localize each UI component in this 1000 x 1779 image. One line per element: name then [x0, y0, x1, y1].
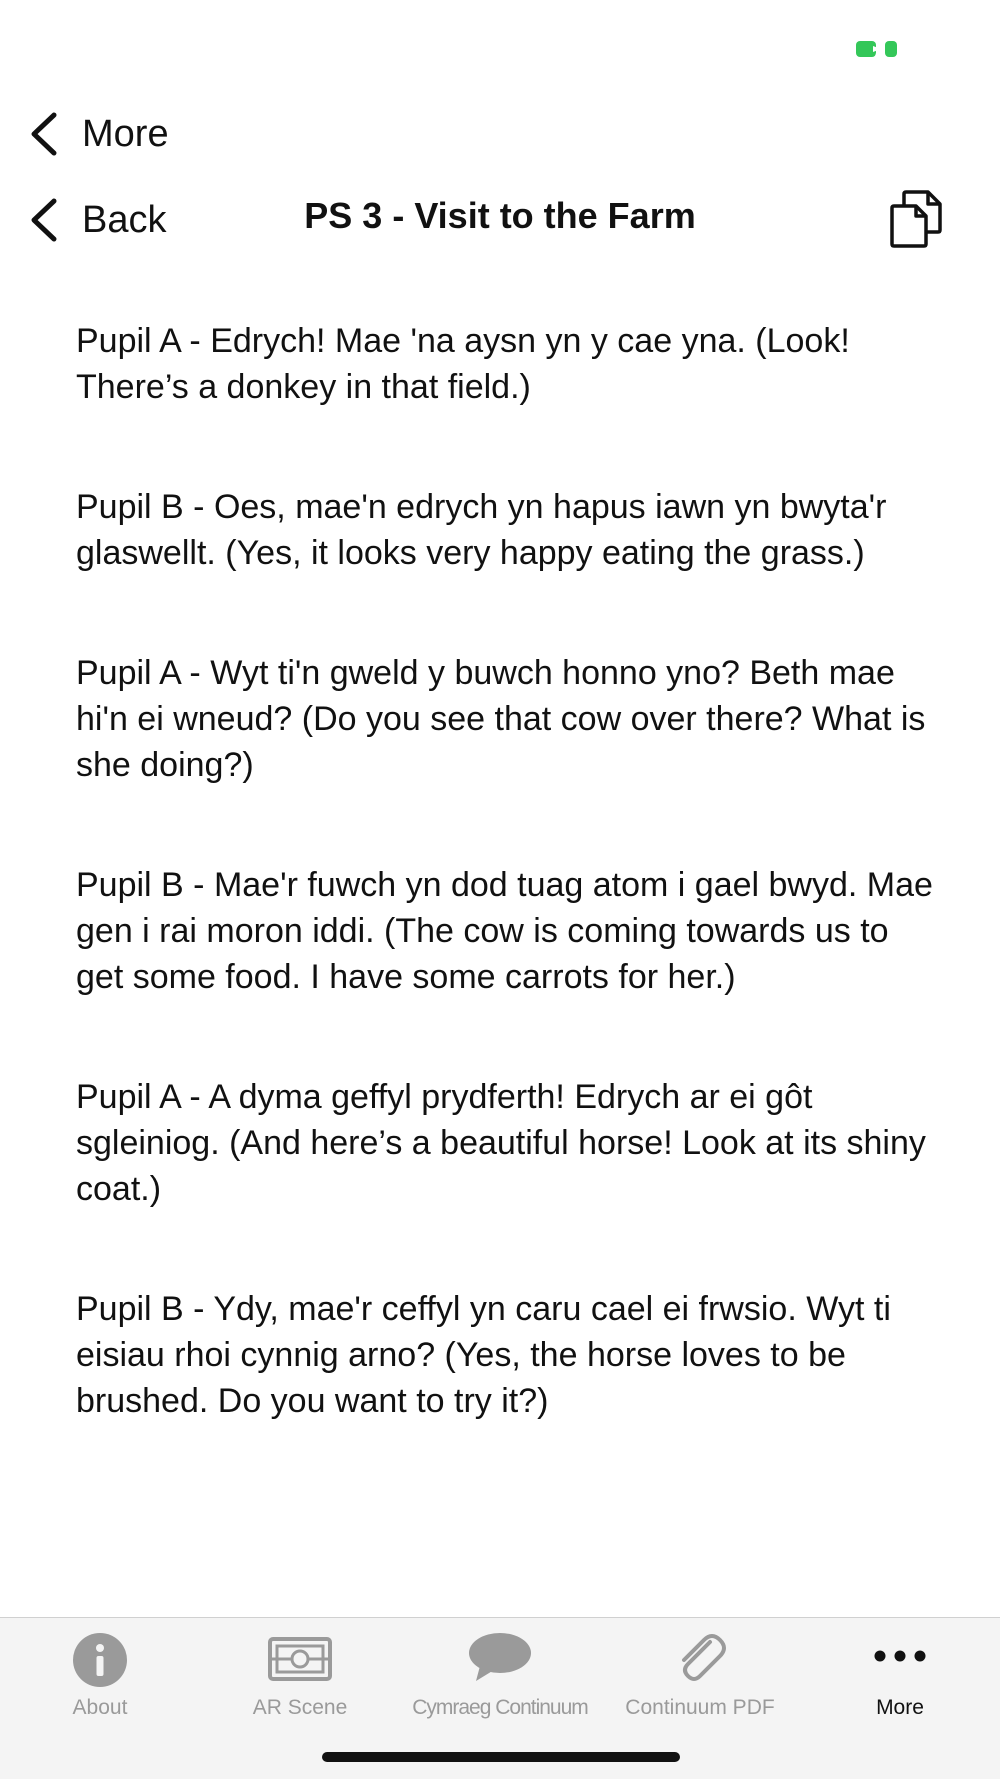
tab-label: About [72, 1696, 128, 1719]
dialogue-paragraph: Pupil A - A dyma geffyl prydferth! Edrych ar ei gôt sgleiniog. (And here’s a beautiful horse! Look at its shiny coat.) [76, 1078, 926, 1208]
dialogue-paragraph: Pupil A - Wyt ti'n gweld y buwch honno yno? Beth mae hi'n ei wneud? (Do you see that cow over there? What is she doing?) [76, 654, 926, 784]
paperclip-icon [672, 1630, 728, 1686]
tab-cymraeg-continuum[interactable] [400, 1618, 600, 1738]
info-icon [72, 1632, 128, 1688]
copy-icon[interactable] [884, 186, 948, 250]
back-button[interactable] [28, 190, 166, 250]
tab-label: Cymraeg Continuum [412, 1696, 588, 1719]
tab-about[interactable] [0, 1618, 200, 1738]
tab-label: AR Scene [252, 1696, 348, 1719]
tab-label: More [876, 1696, 924, 1719]
battery-icon [855, 38, 903, 60]
back-label: Back [82, 198, 167, 241]
chevron-left-icon [28, 111, 62, 157]
ellipsis-icon [872, 1648, 928, 1664]
tab-more[interactable] [800, 1618, 1000, 1738]
status-bar [0, 0, 1000, 90]
dialogue-content [76, 318, 936, 1498]
tab-ar-scene[interactable] [200, 1618, 400, 1738]
more-nav-label: More [82, 112, 169, 155]
dialogue-paragraph: Pupil B - Ydy, mae'r ceffyl yn caru cael ei frwsio. Wyt ti eisiau rhoi cynnig arno? (Yes, the horse loves to be brushed. Do you want to try it?) [76, 1290, 891, 1420]
speech-bubble-icon [468, 1632, 532, 1682]
tab-label: Continuum PDF [625, 1696, 775, 1719]
more-nav-button[interactable] [28, 104, 169, 164]
home-indicator[interactable] [322, 1752, 680, 1762]
ar-scene-icon [267, 1636, 333, 1682]
dialogue-paragraph: Pupil A - Edrych! Mae 'na aysn yn y cae yna. (Look! There’s a donkey in that field.) [76, 322, 850, 406]
tab-continuum-pdf[interactable] [600, 1618, 800, 1738]
chevron-left-icon [28, 197, 62, 243]
page-title: PS 3 - Visit to the Farm [304, 195, 696, 236]
dialogue-paragraph: Pupil B - Mae'r fuwch yn dod tuag atom i gael bwyd. Mae gen i rai moron iddi. (The cow is coming towards us to get some food. I have some carrots for her.) [76, 866, 933, 996]
dialogue-paragraph: Pupil B - Oes, mae'n edrych yn hapus iawn yn bwyta'r glaswellt. (Yes, it looks very happy eating the grass.) [76, 488, 887, 572]
